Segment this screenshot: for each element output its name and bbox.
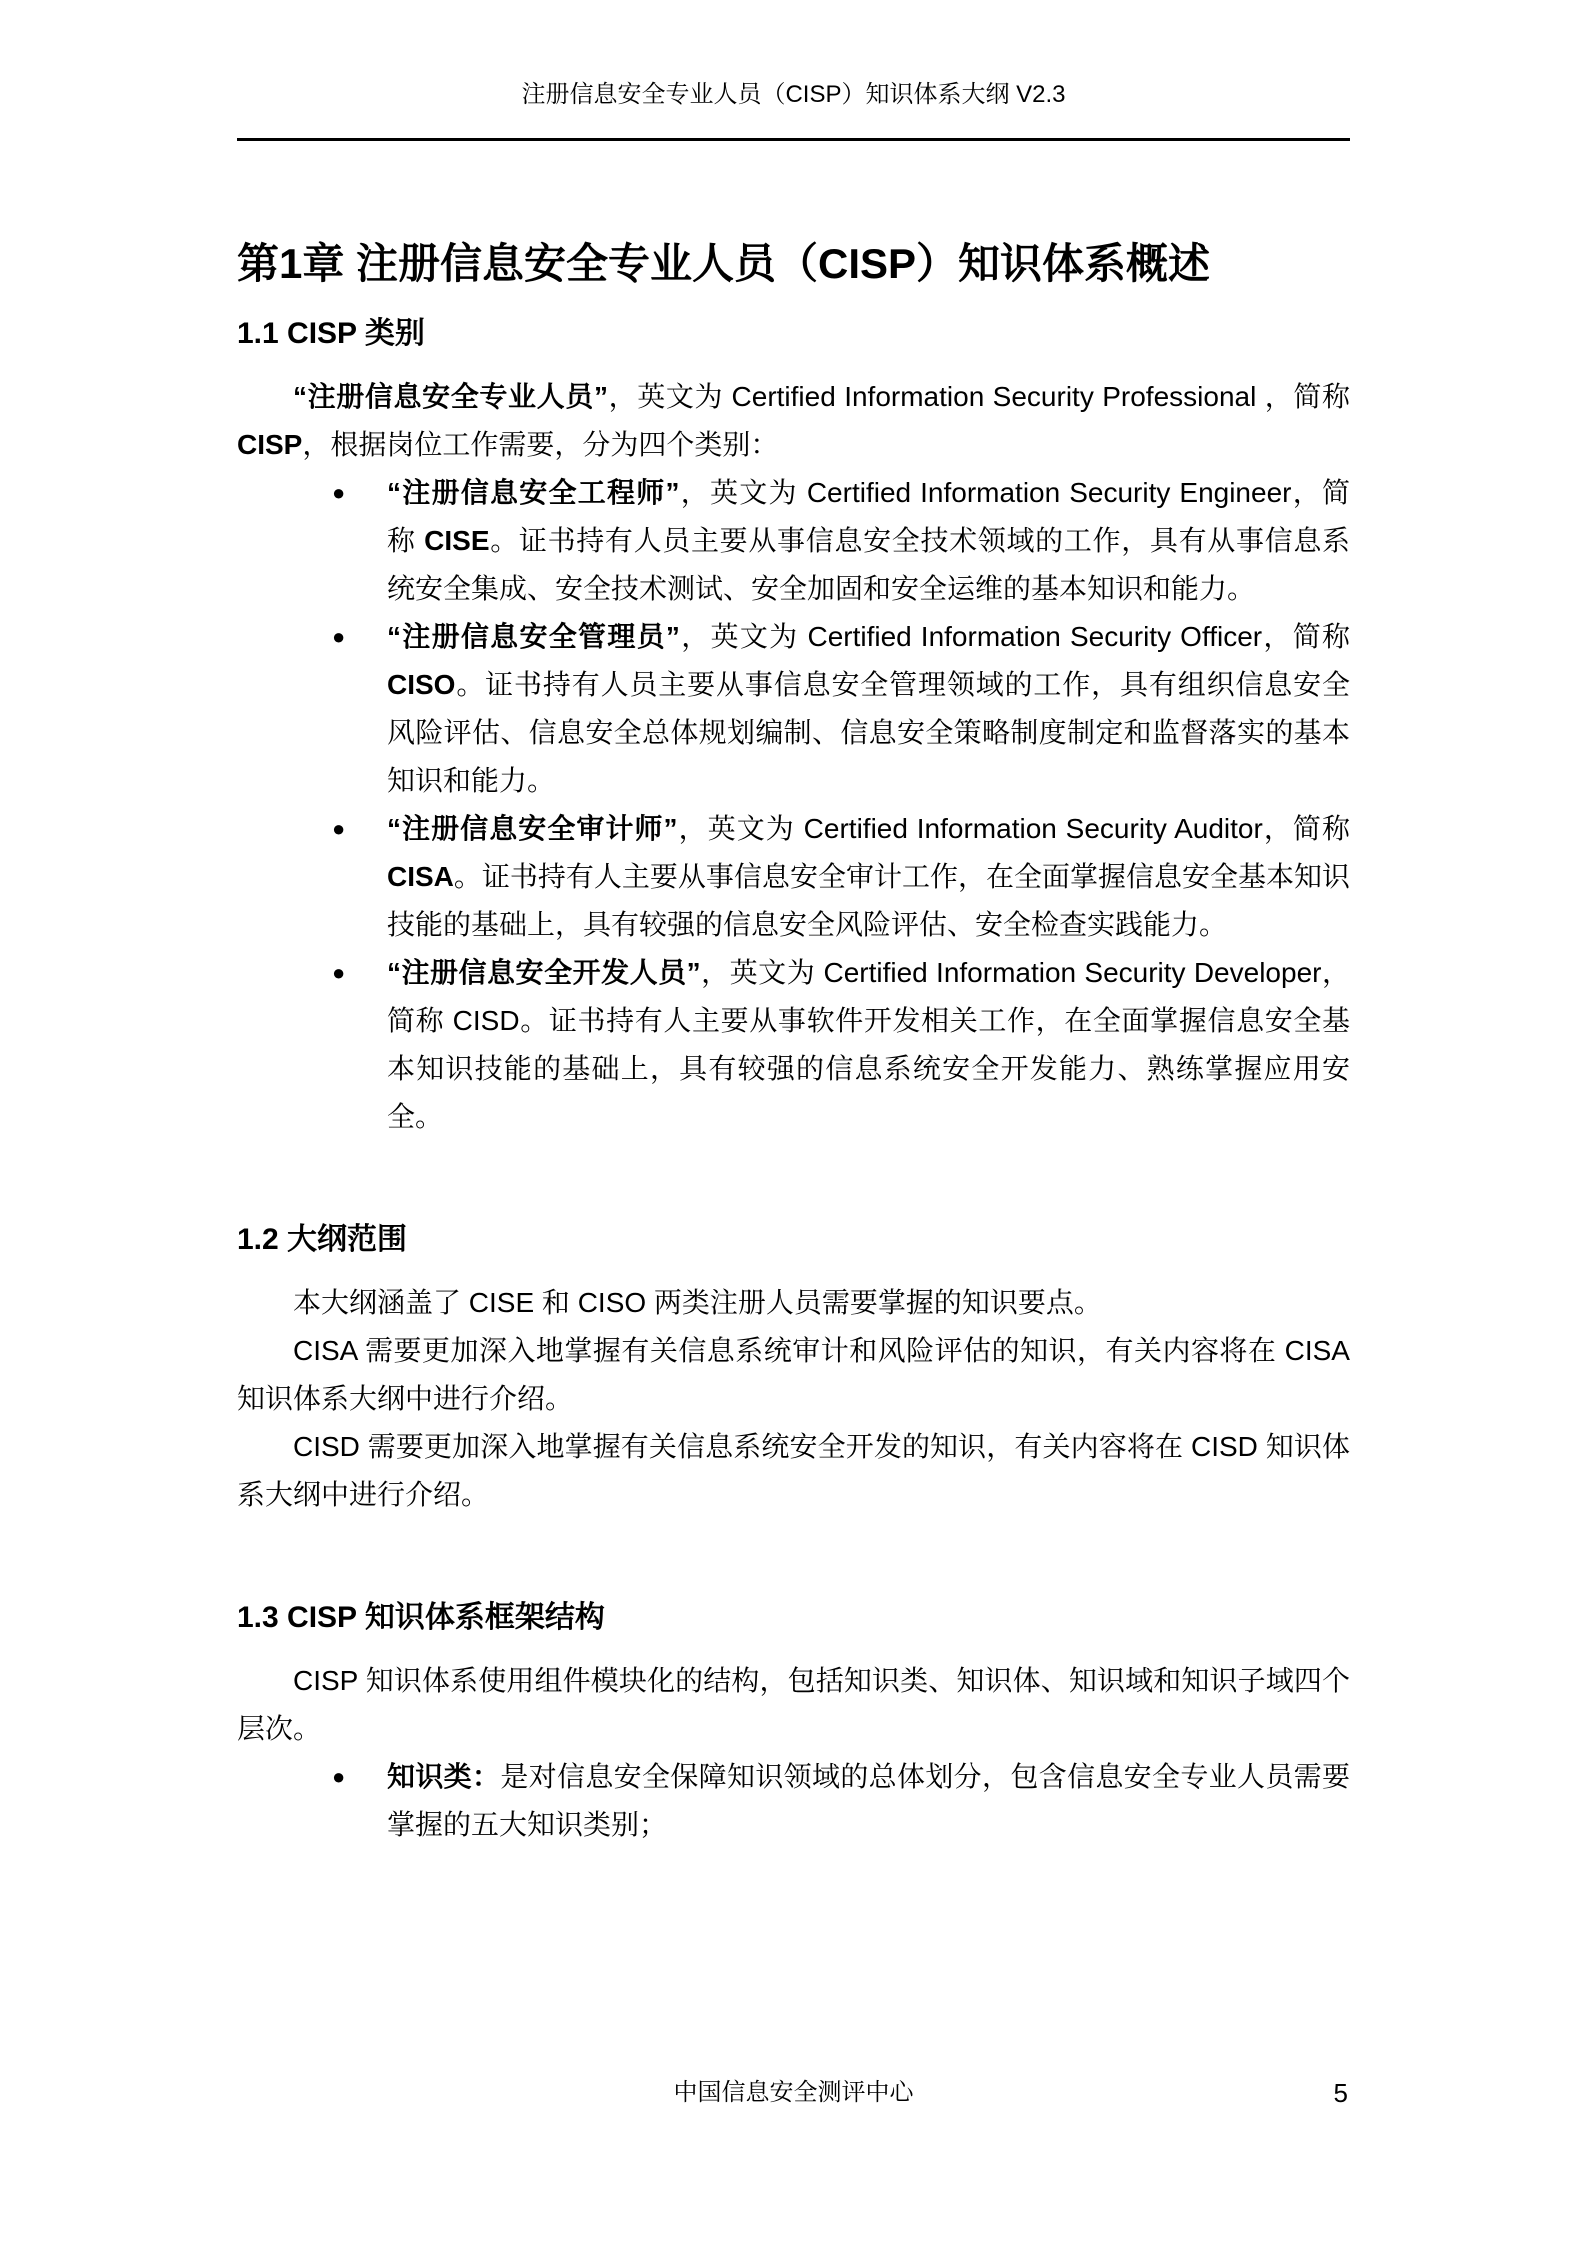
- bullet-item: [237, 469, 1350, 613]
- text-run: ，英文为 Certified Information Security Professional ，简称: [607, 381, 1350, 412]
- paragraph: [237, 1657, 1350, 1753]
- text-run-bold: CISA: [387, 861, 454, 892]
- section-1-3: [237, 1599, 1350, 1849]
- text-run: ，根据岗位工作需要，分为四个类别：: [302, 429, 779, 460]
- text-run-bold: “注册信息安全审计师”: [387, 813, 678, 844]
- text-run-bold: CISP: [237, 429, 303, 460]
- running-header: 注册信息安全专业人员（CISP）知识体系大纲 V2.3: [521, 81, 1066, 108]
- text-run: ，英文为 Certified Information Security Auditor，简称: [677, 813, 1350, 844]
- text-run: ，英文为 Certified Information Security Officer，简称: [679, 621, 1350, 652]
- text-run: CISD 需要更加深入地掌握有关信息系统安全开发的知识，有关内容将在 CISD 知识体系大纲中进行介绍。: [237, 1431, 1350, 1510]
- page-header: [237, 0, 1350, 141]
- page-number: 5: [1333, 2078, 1348, 2108]
- bullet-item: [237, 949, 1350, 1141]
- paragraph: [237, 1423, 1350, 1519]
- section-body: [237, 373, 1350, 1141]
- text-run: 本大纲涵盖了 CISE 和 CISO 两类注册人员需要掌握的知识要点。: [293, 1287, 1102, 1318]
- paragraph: [237, 1327, 1350, 1423]
- text-run: 。证书持有人员主要从事信息安全管理领域的工作，具有组织信息安全风险评估、信息安全总体规划编制、信息安全策略制度制定和监督落实的基本知识和能力。: [387, 669, 1350, 796]
- section-1-2: [237, 1221, 1350, 1519]
- chapter-title: 第1章 注册信息安全专业人员（CISP）知识体系概述: [237, 240, 1211, 287]
- bullet-icon: ●: [332, 1764, 346, 1789]
- bullet-icon: ●: [332, 816, 346, 841]
- text-run: CISA 需要更加深入地掌握有关信息系统审计和风险评估的知识，有关内容将在 CISA 知识体系大纲中进行介绍。: [237, 1335, 1350, 1414]
- bullet-icon: ●: [332, 480, 346, 505]
- bullet-icon: ●: [332, 624, 346, 649]
- page-footer: [237, 2078, 1350, 2108]
- text-run: 。证书持有人员主要从事信息安全技术领域的工作，具有从事信息系统安全集成、安全技术测试、安全加固和安全运维的基本知识和能力。: [387, 525, 1350, 604]
- text-run-bold: CISE: [424, 525, 490, 556]
- section-heading: 1.2 大纲范围: [237, 1223, 408, 1256]
- text-run: 是对信息安全保障知识领域的总体划分，包含信息安全专业人员需要掌握的五大知识类别；: [387, 1761, 1350, 1840]
- bullet-icon: ●: [332, 960, 346, 985]
- text-run: ，英文为 Certified Information Security Developer，简称 CISD。证书持有人主要从事软件开发相关工作，在全面掌握信息安全基本知识技能的基础上，具有较强的信息系统安全开发能力、熟练掌握应用安全。: [387, 957, 1350, 1132]
- text-run-bold: “注册信息安全工程师”: [387, 477, 680, 508]
- text-run: ，英文为 Certified Information Security Engineer，简称: [387, 477, 1350, 556]
- bullet-item: [237, 613, 1350, 805]
- section-heading: 1.1 CISP 类别: [237, 317, 425, 350]
- text-run-bold: “注册信息安全专业人员”: [293, 381, 608, 412]
- text-run-bold: 知识类：: [387, 1761, 501, 1792]
- text-run: CISP 知识体系使用组件模块化的结构，包括知识类、知识体、知识域和知识子域四个层次。: [237, 1665, 1350, 1744]
- text-run-bold: “注册信息安全管理员”: [387, 621, 680, 652]
- section-body: [237, 1279, 1350, 1519]
- text-run-bold: CISO: [387, 669, 456, 700]
- paragraph: [237, 1279, 1350, 1327]
- section-1-1: [237, 315, 1350, 1141]
- footer-organization: 中国信息安全测评中心: [673, 2079, 914, 2106]
- text-run: 。证书持有人主要从事信息安全审计工作，在全面掌握信息安全基本知识技能的基础上，具有较强的信息安全风险评估、安全检查实践能力。: [387, 861, 1350, 940]
- text-run-bold: “注册信息安全开发人员”: [387, 957, 701, 988]
- bullet-item: [237, 1753, 1350, 1849]
- paragraph: [237, 373, 1350, 469]
- section-body: [237, 1657, 1350, 1849]
- section-heading: 1.3 CISP 知识体系框架结构: [237, 1601, 605, 1634]
- sections: [237, 315, 1350, 1849]
- bullet-item: [237, 805, 1350, 949]
